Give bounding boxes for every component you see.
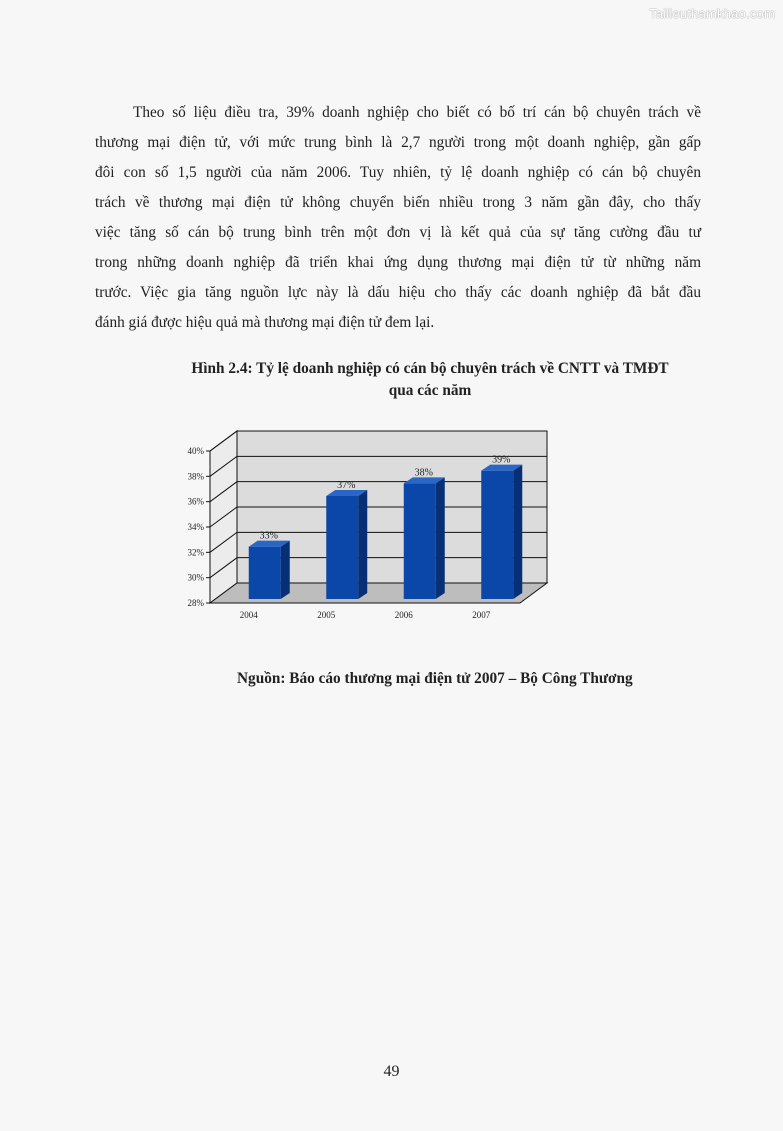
- paragraph-line: trước. Việc gia tăng nguồn lực này là dấu hiệu cho thấy các doanh nghiệp đã bắt đầu: [95, 284, 701, 301]
- bar-front-2005: [326, 496, 358, 599]
- x-tick-label-2006: 2006: [394, 610, 413, 620]
- figure-caption-line1: Hình 2.4: Tỷ lệ doanh nghiệp có cán bộ chuyên trách về CNTT và TMĐT: [191, 360, 669, 377]
- bar-front-2006: [404, 483, 436, 599]
- y-tick-label: 30%: [187, 572, 204, 583]
- bar-chart-svg: [170, 420, 560, 630]
- y-tick-label: 32%: [187, 547, 204, 558]
- bar-side-2005: [358, 490, 367, 599]
- y-tick-label: 38%: [187, 471, 204, 482]
- page-number: 49: [383, 1063, 400, 1080]
- paragraph-line: đôi con số 1,5 người của năm 2006. Tuy nhiên, tỷ lệ doanh nghiệp có cán bộ chuyên: [95, 164, 701, 181]
- paragraph-line: thương mại điện tử, với mức trung bình là 2,7 người trong một doanh nghiệp, gần gấp: [95, 134, 701, 151]
- paragraph-line: việc tăng số cán bộ trung bình trên một đơn vị là kết quả của sự tăng cường đầu tư: [95, 224, 701, 241]
- figure-source: Nguồn: Báo cáo thương mại điện tử 2007 – Bộ Công Thương: [237, 670, 633, 687]
- bar-side-2006: [436, 477, 445, 599]
- bar-front-2004: [249, 547, 281, 599]
- y-tick-label: 40%: [187, 446, 204, 456]
- data-label-2007: 39%: [492, 454, 511, 466]
- data-label-2005: 37%: [337, 480, 356, 491]
- bar-side-2007: [513, 465, 522, 599]
- paragraph-line: đánh giá được hiệu quả mà thương mại điện tử đem lại.: [95, 314, 435, 331]
- x-tick-label-2005: 2005: [317, 610, 336, 620]
- x-tick-label-2007: 2007: [472, 610, 491, 620]
- x-tick-label-2004: 2004: [239, 610, 258, 620]
- y-tick-label: 34%: [187, 522, 204, 532]
- paragraph-line: trong những doanh nghiệp đã triển khai ứng dụng thương mại điện tử từ những năm: [95, 254, 701, 271]
- bar-chart: [170, 420, 560, 630]
- figure-caption: [150, 358, 710, 402]
- paragraph-line: Theo số liệu điều tra, 39% doanh nghiệp cho biết có bố trí cán bộ chuyên trách về: [133, 104, 701, 121]
- y-tick-label: 28%: [187, 598, 204, 608]
- data-label-2004: 33%: [259, 530, 278, 542]
- y-tick-label: 36%: [187, 496, 204, 507]
- data-label-2006: 38%: [414, 467, 433, 479]
- figure-caption-line2: qua các năm: [388, 382, 472, 399]
- bar-side-2004: [281, 541, 290, 599]
- body-paragraph: [95, 98, 701, 338]
- paragraph-line: trách về thương mại điện tử không chuyển biến nhiều trong 3 năm gần đây, cho thấy: [95, 194, 701, 211]
- watermark: Tailieuthamkhao.com: [649, 6, 775, 21]
- bar-front-2007: [481, 471, 513, 599]
